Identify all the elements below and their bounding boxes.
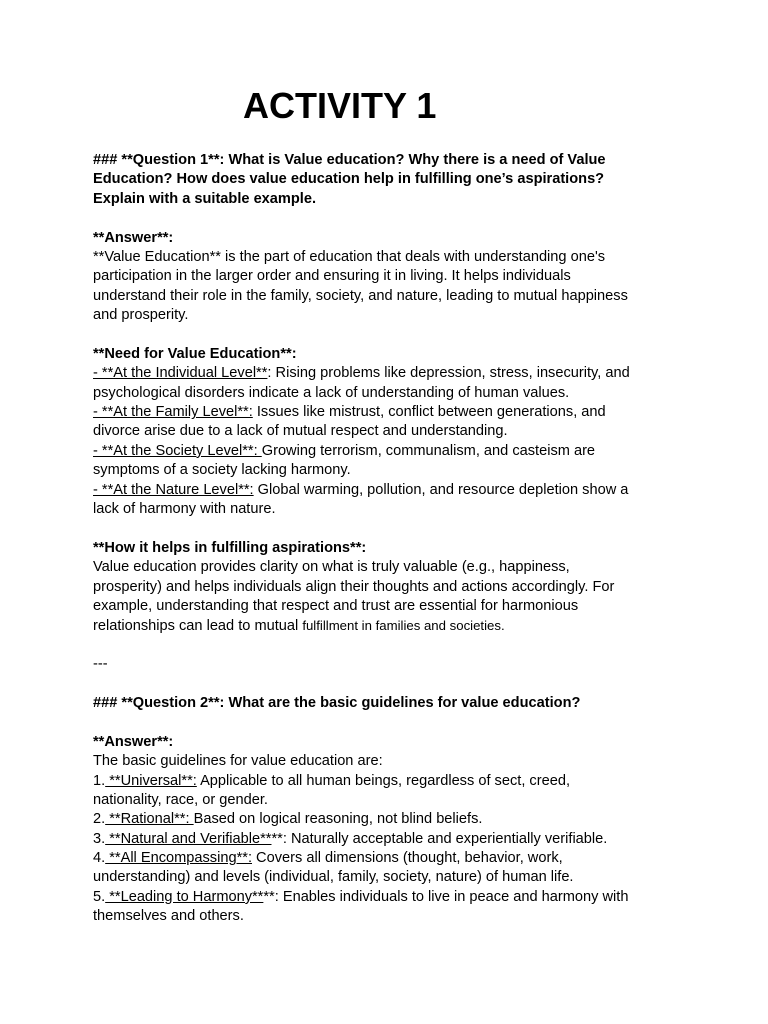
guideline-label: **Universal**:: [105, 772, 197, 789]
aspiration-text-line: prosperity) and helps individuals align their thoughts and actions accordingly. For: [93, 578, 615, 595]
need-item-continuation: divorce arise due to a lack of mutual respect and understanding.: [93, 423, 508, 440]
guideline-continuation: understanding) and levels (individual, family, society, nature) of human life.: [93, 869, 574, 886]
guideline-label: **Rational**:: [105, 811, 194, 828]
guideline-number: 2.: [93, 811, 106, 828]
need-item: [93, 364, 693, 383]
guideline-item: [93, 810, 693, 829]
guideline-item: [93, 849, 693, 868]
answer-text-line: understand their role in the family, society, and nature, leading to mutual happiness: [93, 287, 628, 304]
guideline-number: 4.: [93, 850, 106, 867]
guideline-text: Based on logical reasoning, not blind beliefs.: [193, 811, 483, 828]
need-item-continuation: symptoms of a society lacking harmony.: [93, 462, 351, 479]
need-item-text: Global warming, pollution, and resource depletion show a: [253, 481, 629, 498]
guideline-number: 3.: [93, 830, 106, 847]
need-heading: **Need for Value Education**:: [93, 345, 297, 362]
answer-label: **Answer**:: [93, 229, 174, 246]
guideline-continuation: nationality, race, or gender.: [93, 791, 268, 808]
guideline-label: **Leading to Harmony**: [105, 888, 264, 905]
guideline-label: **All Encompassing**:: [105, 850, 252, 867]
aspiration-text-a: relationships can lead to mutual: [93, 618, 303, 635]
aspiration-text-line: Value education provides clarity on what is truly valuable (e.g., happiness,: [93, 559, 570, 576]
answer-text-line: and prosperity.: [93, 307, 189, 324]
question-2-line: ### **Question 2**: What are the basic guidelines for value education?: [93, 694, 581, 711]
need-item-text: Growing terrorism, communalism, and casteism are: [261, 442, 596, 459]
guideline-number: 5.: [93, 888, 106, 905]
aspiration-text-line: example, understanding that respect and trust are essential for harmonious: [93, 597, 579, 614]
page-title: ACTIVITY 1: [243, 85, 437, 126]
need-item-continuation: lack of harmony with nature.: [93, 501, 276, 518]
answer-text-line: **Value Education** is the part of education that deals with understanding one's: [93, 248, 606, 265]
guidelines-intro: The basic guidelines for value education are:: [93, 753, 383, 770]
need-item: [93, 481, 693, 500]
need-item-label: - **At the Family Level**:: [93, 404, 253, 421]
guideline-item: [93, 772, 693, 791]
answer-text-line: participation in the larger order and ensuring it in living. It helps individuals: [93, 268, 571, 285]
guideline-item: [93, 830, 693, 849]
guideline-text: Covers all dimensions (thought, behavior, work,: [252, 850, 563, 867]
need-item-label: - **At the Society Level**:: [93, 442, 262, 459]
guideline-continuation: themselves and others.: [93, 908, 244, 925]
need-item-text: : Rising problems like depression, stress, insecurity, and: [267, 365, 630, 382]
section-separator: ---: [93, 656, 108, 673]
aspiration-text-b: fulfillment in families and societies.: [302, 618, 505, 634]
guideline-item: [93, 888, 693, 907]
need-item-text: Issues like mistrust, conflict between generations, and: [252, 404, 606, 421]
guideline-label: **Natural and Verifiable**: [105, 830, 272, 847]
need-item-label: - **At the Nature Level**:: [93, 481, 254, 498]
document-body: [93, 151, 693, 927]
question-1-line: Explain with a suitable example.: [93, 190, 317, 207]
need-item: [93, 442, 693, 461]
guideline-number: 1.: [93, 772, 106, 789]
guideline-text: **: Naturally acceptable and experientially verifiable.: [271, 830, 608, 847]
guideline-text: **: Enables individuals to live in peace and harmony with: [263, 888, 629, 905]
need-item: [93, 403, 693, 422]
need-item-label: - **At the Individual Level**: [93, 365, 268, 382]
question-1-line: ### **Question 1**: What is Value education? Why there is a need of Value: [93, 152, 606, 168]
answer-label: **Answer**:: [93, 733, 174, 750]
question-1-line: Education? How does value education help in fulfilling one’s aspirations?: [93, 171, 605, 188]
aspiration-heading: **How it helps in fulfilling aspirations**:: [93, 539, 367, 556]
aspiration-text-line: [93, 616, 693, 635]
need-item-continuation: psychological disorders indicate a lack of understanding of human values.: [93, 384, 570, 401]
guideline-text: Applicable to all human beings, regardless of sect, creed,: [196, 772, 570, 789]
